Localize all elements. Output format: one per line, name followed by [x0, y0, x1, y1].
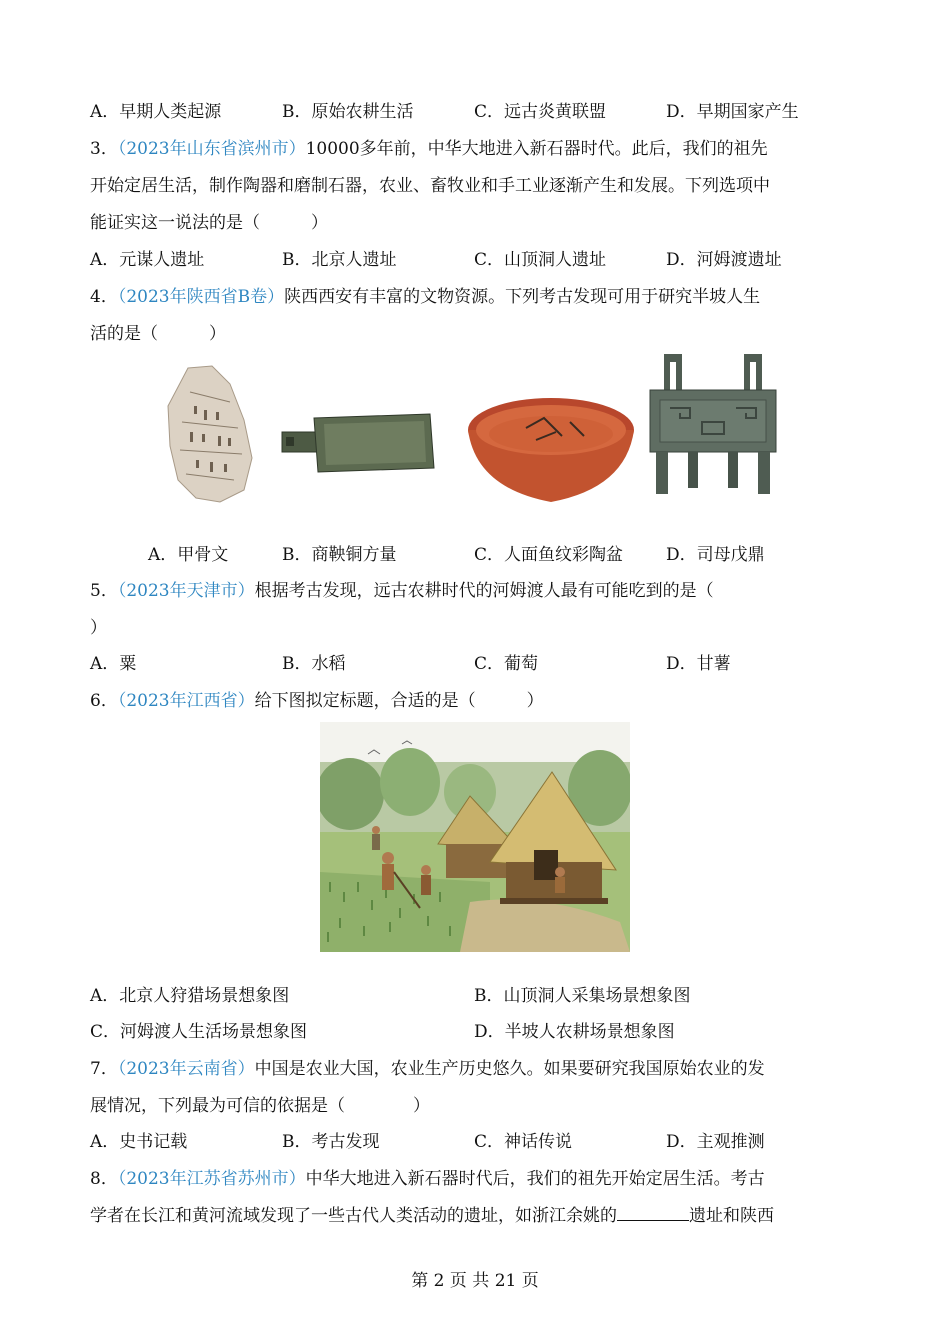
question-number: 3． — [90, 139, 118, 159]
bronze-measure-image — [280, 410, 436, 476]
question-number: 4． — [90, 287, 118, 307]
q5-option-d: D．甘薯 — [666, 654, 731, 674]
q6-option-b: B．山顶洞人采集场景想象图 — [474, 986, 691, 1006]
simuwu-ding-image — [642, 352, 784, 496]
q4-stem-line1: 4．（2023年陕西省B卷）陕西西安有丰富的文物资源。下列考古发现可用于研究半坡人生 — [90, 287, 761, 307]
q4-option-b: B．商鞅铜方量 — [282, 545, 397, 565]
question-source: （2023年江西省） — [117, 691, 255, 711]
q3-stem-line3: 能证实这一说法的是（ ） — [90, 213, 328, 233]
q3-option-d: D．河姆渡遗址 — [666, 250, 782, 270]
q4-option-d: D．司母戊鼎 — [666, 545, 765, 565]
q7-option-a: A．史书记载 — [90, 1132, 188, 1152]
q3-option-b: B．北京人遗址 — [282, 250, 397, 270]
question-source: （2023年山东省滨州市） — [117, 139, 306, 159]
q5-option-a: A．粟 — [90, 654, 137, 674]
q5-stem-line2: ） — [90, 618, 107, 638]
q2-option-b: B．原始农耕生活 — [282, 102, 414, 122]
q6-option-a: A．北京人狩猎场景想象图 — [90, 986, 290, 1006]
q2-option-d: D．早期国家产生 — [666, 102, 799, 122]
question-source: （2023年陕西省B卷） — [117, 287, 285, 307]
q7-option-b: B．考古发现 — [282, 1132, 380, 1152]
question-number: 5． — [90, 581, 118, 601]
q7-option-c: C．神话传说 — [474, 1132, 573, 1152]
hemudu-scene-illustration — [320, 722, 630, 952]
q2-option-a: A．早期人类起源 — [90, 102, 222, 122]
question-source: （2023年天津市） — [117, 581, 255, 601]
question-number: 8． — [90, 1169, 118, 1189]
question-source: （2023年江苏省苏州市） — [117, 1169, 306, 1189]
q4-stem-line2: 活的是（ ） — [90, 324, 226, 344]
q8-stem-line1: 8．（2023年江苏省苏州市）中华大地进入新石器时代后，我们的祖先开始定居生活。考古 — [90, 1169, 765, 1189]
q5-option-b: B．水稻 — [282, 654, 346, 674]
question-number: 7． — [90, 1059, 118, 1079]
q6-stem-line1: 6．（2023年江西省）给下图拟定标题，合适的是（ ） — [90, 691, 544, 711]
q3-option-a: A．元谋人遗址 — [90, 250, 205, 270]
q7-option-d: D．主观推测 — [666, 1132, 765, 1152]
q4-option-a: A．甲骨文 — [148, 545, 229, 565]
q2-option-c: C．远古炎黄联盟 — [474, 102, 607, 122]
q5-stem-line1: 5．（2023年天津市）根据考古发现，远古农耕时代的河姆渡人最有可能吃到的是（ — [90, 581, 714, 601]
page-footer: 第 2 页 共 21 页 — [411, 1271, 539, 1291]
q7-stem-line1: 7．（2023年云南省）中国是农业大国，农业生产历史悠久。如果要研究我国原始农业的发 — [90, 1059, 765, 1079]
q6-option-c: C．河姆渡人生活场景想象图 — [90, 1022, 308, 1042]
q8-stem-line2: 学者在长江和黄河流域发现了一些古代人类活动的遗址，如浙江余姚的 遗址和陕西 — [90, 1206, 774, 1226]
q3-option-c: C．山顶洞人遗址 — [474, 250, 607, 270]
q6-option-d: D．半坡人农耕场景想象图 — [474, 1022, 675, 1042]
q7-stem-line2: 展情况，下列最为可信的依据是（ ） — [90, 1096, 430, 1116]
q3-stem-line2: 开始定居生活，制作陶器和磨制石器，农业、畜牧业和手工业逐渐产生和发展。下列选项中 — [90, 176, 770, 196]
q5-option-c: C．葡萄 — [474, 654, 539, 674]
question-source: （2023年云南省） — [117, 1059, 255, 1079]
oracle-bone-image — [160, 362, 256, 506]
painted-pottery-basin-image — [466, 392, 636, 508]
fill-in-blank[interactable] — [617, 1204, 689, 1221]
question-number: 6． — [90, 691, 118, 711]
q3-stem-line1: 3．（2023年山东省滨州市）10000多年前，中华大地进入新石器时代。此后，我们的祖先 — [90, 139, 768, 159]
q4-option-c: C．人面鱼纹彩陶盆 — [474, 545, 624, 565]
